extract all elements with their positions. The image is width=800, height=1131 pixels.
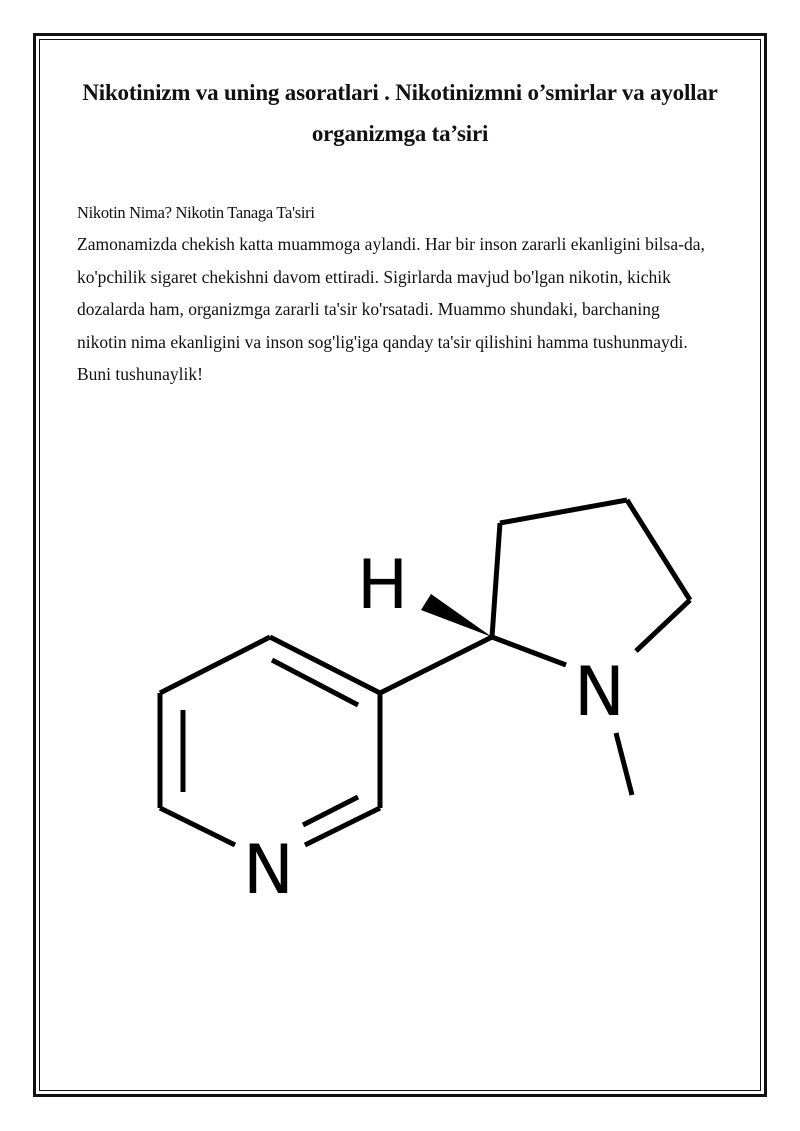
bond xyxy=(627,500,690,600)
page-title: Nikotinizm va uning asoratlari . Nikotinizmni o’smirlar va ayollar organizmga ta’siri xyxy=(82,80,718,146)
nicotine-structure-diagram xyxy=(140,480,740,910)
bond xyxy=(380,637,492,693)
atom-n-pyridine-label: N xyxy=(243,831,294,910)
bond xyxy=(305,808,380,845)
double-bond xyxy=(272,660,358,705)
bond xyxy=(492,523,500,637)
bond xyxy=(160,637,270,693)
atom-h-label: H xyxy=(357,546,409,625)
wedge-bond xyxy=(421,594,492,637)
bond xyxy=(616,733,632,795)
section-subtitle: Nikotin Nima? Nikotin Tanaga Ta'siri xyxy=(77,203,315,222)
bond xyxy=(500,500,627,523)
bond xyxy=(492,637,566,665)
bond xyxy=(636,600,690,651)
atom-n-pyrrolidine-label: N xyxy=(574,653,625,732)
bond xyxy=(160,808,235,845)
body-paragraph: Zamonamizda chekish katta muammoga aylandi. Har bir inson zararli ekanligini bilsa-da, ko'pchilik sigaret chekishni davom ettiradi. Sigirlarda mavjud bo'lgan nikotin, kichik dozalarda ham, organizmga zararli ta'sir ko'rsatadi. Muammo shundaki, barchaning nikotin nima ekanligini va inson sog'lig'iga qanday ta'sir qilishini hamma tushunmaydi. Buni tushunaylik! xyxy=(77,234,705,384)
